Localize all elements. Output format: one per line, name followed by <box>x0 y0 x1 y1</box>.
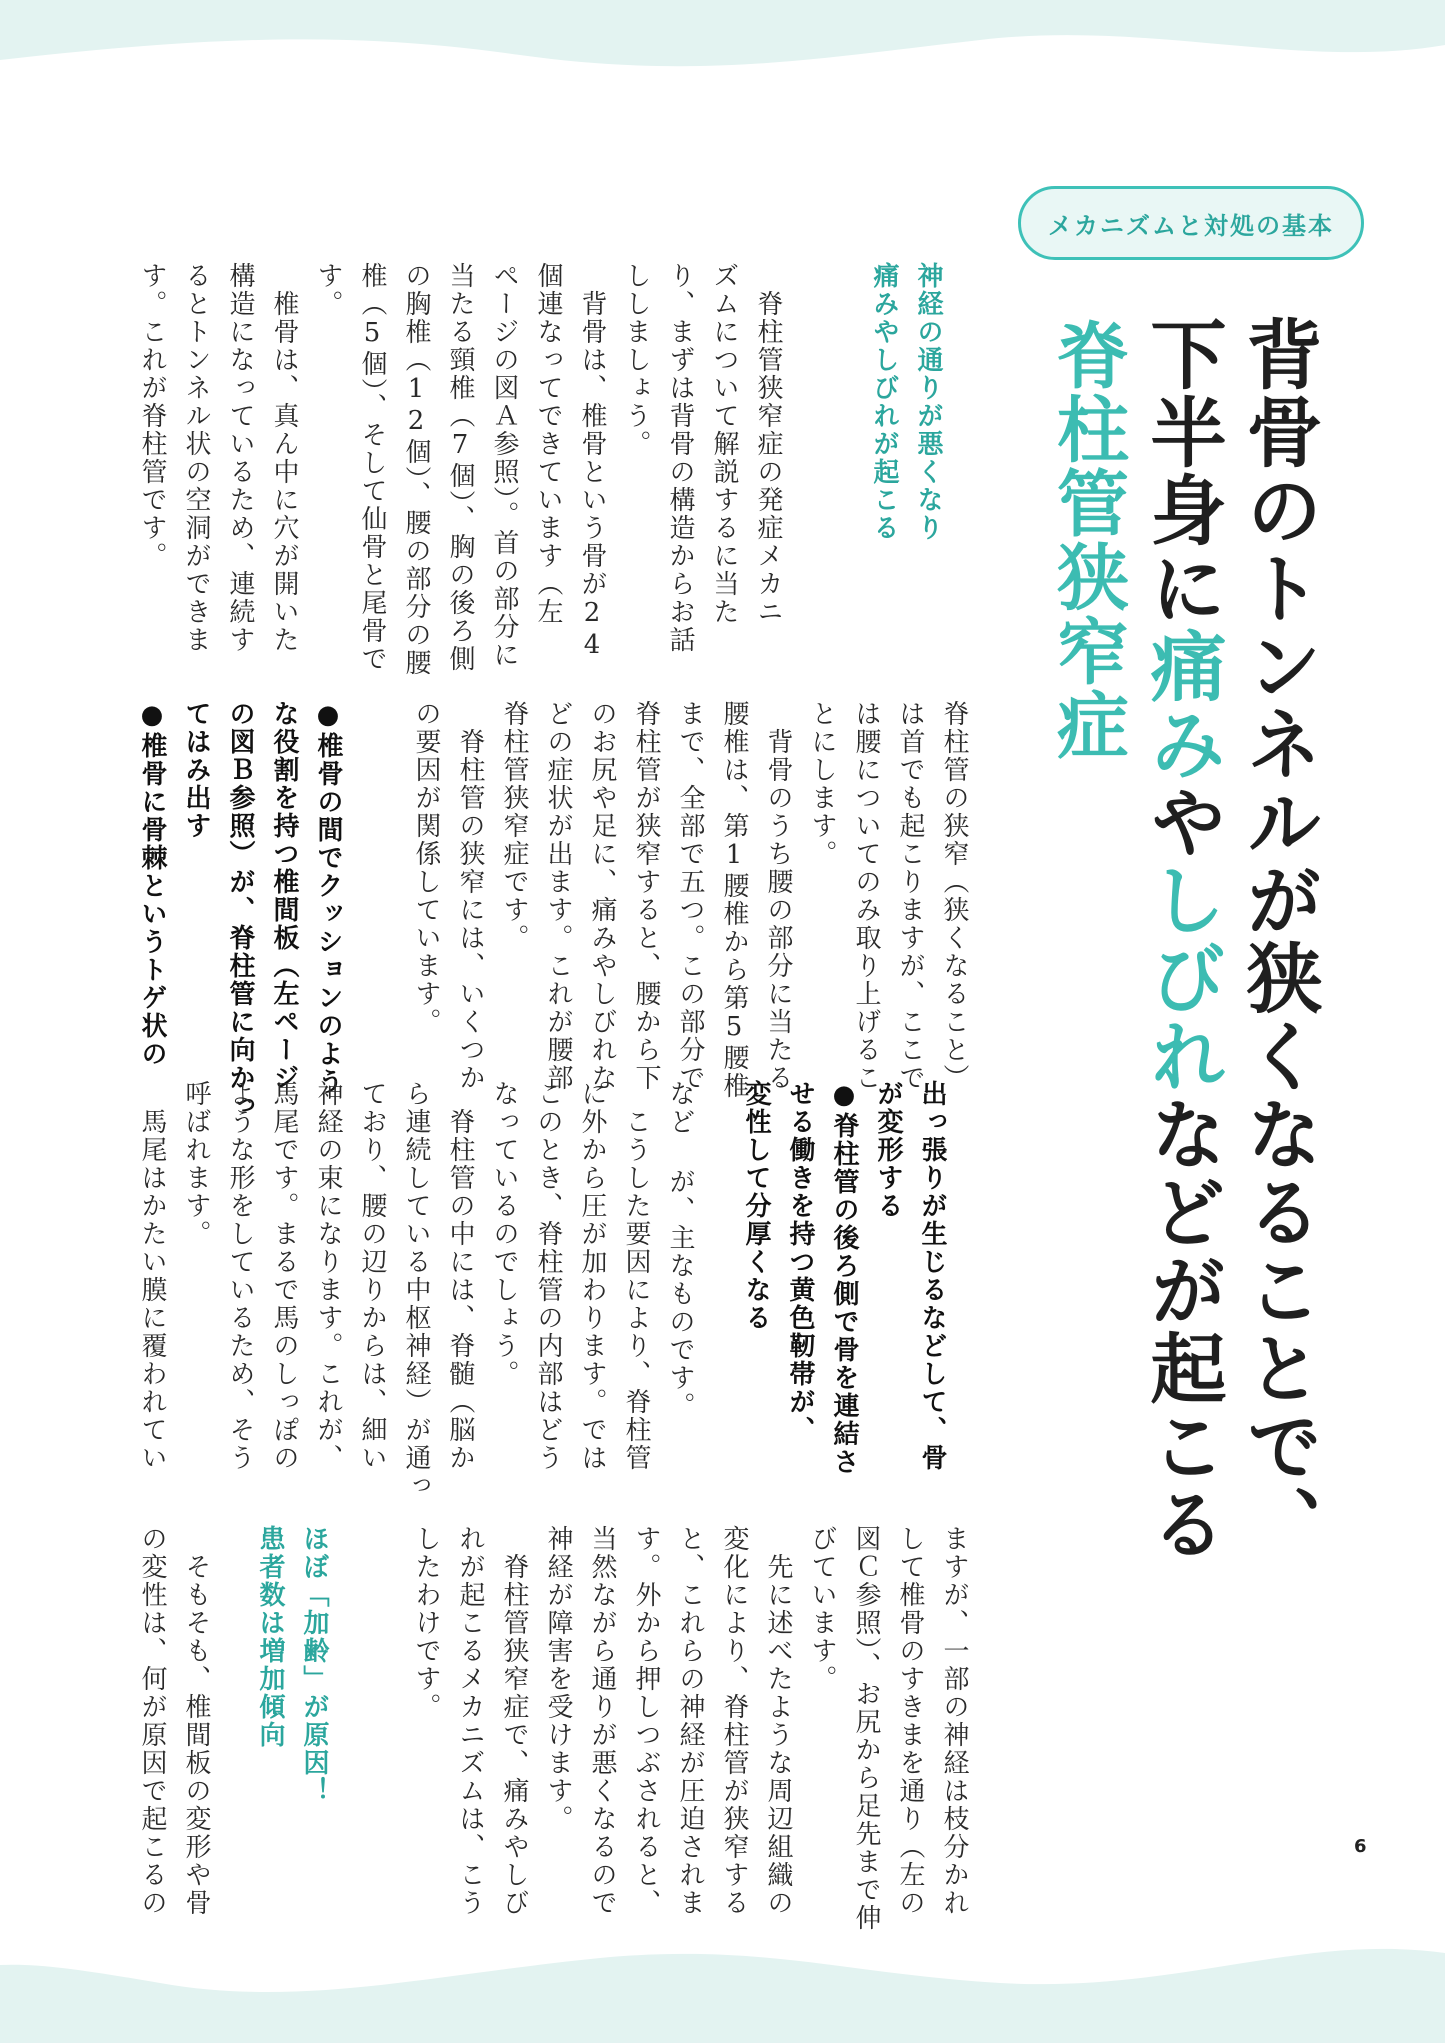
title-line-1: 背骨のトンネルが狭くなることで、 <box>1234 315 1323 1563</box>
page-number: 6 <box>1354 1836 1367 1857</box>
section4-heading-line1: ほぼ「加齢」が原因！ <box>299 1525 329 1805</box>
category-tag: メカニズムと対処の基本 <box>1018 186 1364 260</box>
title-highlight-numbness: しびれ <box>1138 861 1227 1095</box>
section2-bullet-1: ●椎骨の間でクッションのよう な役割を持つ椎間板（左ページ の図Ｂ参照）が、脊柱管に向かっ てはみ出す <box>181 700 343 1120</box>
title-line-2-post: などが起こる <box>1138 1095 1227 1563</box>
title-line-2 <box>1134 315 1230 1563</box>
section4-body: ますが、一部の神経は枝分かれ して椎骨のすきまを通り（左の 図Ｃ参照）、お尻から足先まで伸 びています。 先に述べたような周辺組織の 変化により、脊柱管が狭窄する と、これらの神経が圧迫されま す。外から押しつぶされると、 当然ながら通りが悪くなるので 神経が障害を受けます。 脊柱管狭窄症で、痛みやしび れが起こるメカニズムは、こう したわけです。 <box>411 1525 969 1932</box>
top-wave-decoration <box>0 0 1445 90</box>
section4-heading-line2: 患者数は増加傾向 <box>255 1525 285 1749</box>
title-disease-name: 脊柱管狭窄症 <box>1045 318 1129 762</box>
section1-heading-line1: 神経の通りが悪くなり <box>913 262 943 542</box>
section2-body: 脊柱管の狭窄（狭くなること） は首でも起こりますが、ここで は腰についてのみ取り上げるこ とにします。 背骨のうち腰の部分に当たる 腰椎は、第1腰椎から第5腰椎 まで、全部で五つ。この部分で 脊柱管が狭窄すると、腰から下 のお尻や足に、痛みやしびれな どの症状が出ます。これが腰部 脊柱管狭窄症です。 脊柱管の狭窄には、いくつか の要因が関係しています。 <box>411 700 969 1100</box>
section1-body: 脊柱管狭窄症の発症メカニ ズムについて解説するに当た り、まずは背骨の構造からお話 ししましょう。 背骨は、椎骨という骨が24 個連なってできています（左 ページの図Ａ参照）。首の部分に 当たる頸椎（7個）、胸の後ろ側 の胸椎（12個）、腰の部分の腰 椎（5個）、そして仙骨と尾骨で す。 椎骨は、真ん中に穴が開いた 構造になっているため、連続す るとトンネル状の空洞ができま す。これが脊柱管です。 <box>137 262 783 677</box>
section4-heading <box>248 1525 336 1955</box>
title-line-2-mid: や <box>1138 783 1227 861</box>
section3-bullet-text: 出っ張りが生じるなどして、骨 が変形する ●脊柱管の後ろ側で骨を連結さ せる働きを持つ黄色靭帯が、 変性して分厚くなる <box>741 1080 947 1476</box>
section2-bullet-2: ●椎骨に骨棘というトゲ状の <box>137 700 167 1068</box>
section3-body: など が、主なものです。 こうした要因により、脊柱管 に外から圧が加わります。では このとき、脊柱管の内部はどう なっているのでしょう。 脊柱管の中には、脊髄（脳か ら連続している中枢神経）が通っ ており、腰の辺りからは、細い 神経の束になります。これが、 馬尾です。まるで馬のしっぽの ような形をしているため、そう 呼ばれます。 馬尾はかたい膜に覆われてい <box>137 1080 695 1500</box>
section3-bullets <box>734 1080 954 1550</box>
section4-body2: そもそも、椎間板の変形や骨 の変性は、何が原因で起こるの <box>137 1525 211 1917</box>
title-line-2-pre: 下半身に <box>1138 315 1227 627</box>
title-highlight-pain: 痛み <box>1138 627 1227 783</box>
section1-heading <box>862 262 950 602</box>
section1-heading-line2: 痛みやしびれが起こる <box>869 262 899 542</box>
